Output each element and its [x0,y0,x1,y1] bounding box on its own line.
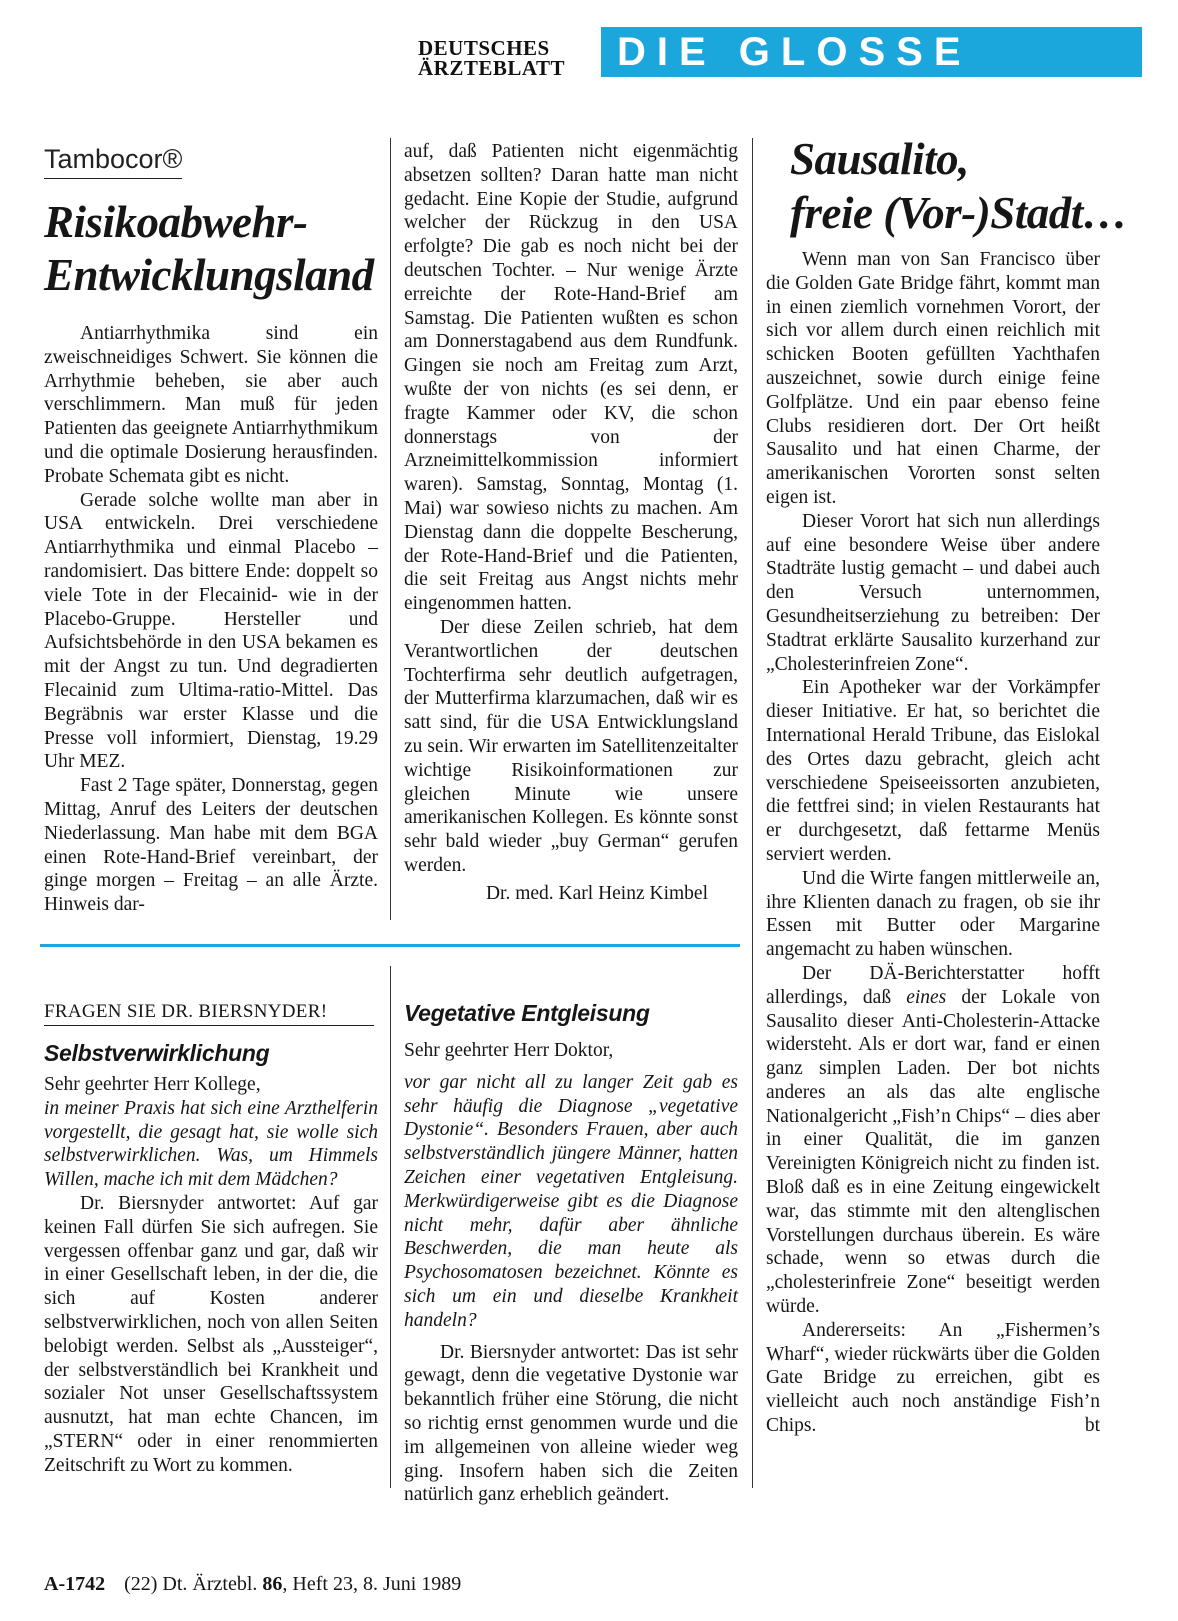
paragraph: auf, daß Patienten nicht eigenmächtig absetzen sollten? Daran hatte man nicht gedacht. Eine Kopie der Studie, aufgrund welcher der Rückzug in den USA erfolgte? Die gab es noch nicht bei der deutschen Tochter. – Nur wenige Ärzte erreichte der Rote-Hand-Brief am Samstag. Die Patienten wußten es schon am Donnerstagabend aus dem Rundfunk. Gingen sie noch am Freitag zum Arzt, wußte der von nichts (es sei denn, er fragte Kammer oder KV, die schon donnerstags von der Arzneimittelkommission informiert waren). Samstag, Sonntag, Montag (1. Mai) war sowieso nichts zu machen. Am Dienstag dann die doppelte Bescherung, der Rote-Hand-Brief und die Patienten, die seit Freitag aus Angst nichts mehr eingenommen hatten. [404,141,738,615]
paragraph: Ein Apotheker war der Vorkämpfer dieser Initiative. Er hat, so berichtet die International Herald Tribune, das Eislokal des Ortes dazu gebracht, gleich acht verschiedene Speiseeissorten anzubieten, die fettfrei sind; in vielen Restaurants hat er durchgesetzt, daß fettarme Menüs serviert werden. [766,677,1100,865]
letter-question: vor gar nicht all zu langer Zeit gab es sehr häufig die Diagnose „vegetative Dystonie“. Besonders Frauen, aber auch selbstverständlich jüngere Männer, hatten Zeichen einer vegetativen Entgleisung. Merkwürdigerweise gibt es die Diagnose nicht mehr, dafür aber ähnliche Beschwerden, die man heute als Psychosomatosen bezeichnet. Könnte es sich um ein und dieselbe Krankheit handeln? [404,1071,738,1331]
article-column-3 [766,248,1100,1438]
article-title-line-2: freie (Vor-)Stadt… [790,188,1128,238]
page-code: A-1742 [44,1573,106,1595]
page-footer [44,1573,461,1596]
citation: (22) Dt. Ärztebl. 86, Heft 23, 8. Juni 1989 [124,1573,462,1595]
article-heading: Vegetative Entgleisung [404,1000,650,1026]
paragraph: Andererseits: An „Fishermen’s Wharf“, wieder rückwärts über die Golden Gate Bridge zu erreichen, gibt es vielleicht auch noch anständige Fish’n Chips. bt [766,1319,1100,1437]
section-banner-label: DIE GLOSSE [617,30,972,74]
article-title-line-1: Risikoabwehr- [44,197,308,247]
deutsches-aerzteblatt-logo [418,38,588,78]
paragraph: Antiarrhythmika sind ein zweischneidiges Schwert. Sie können die Arrhythmie beheben, sie aber auch verschlimmern. Man muß für jeden Patienten das geeignete Antiarrhythmikum und die optimale Dosierung herausfinden. Probate Schemata gibt es nicht. [44,323,378,487]
letter-salutation: Sehr geehrter Herr Doktor, [404,1040,614,1061]
volume-number: 86 [262,1573,283,1595]
article-title [44,196,404,302]
logo-line-2: ÄRZTEBLATT [418,56,565,80]
column-divider-2 [752,138,753,1488]
article-title [790,132,1150,240]
article-heading: Selbstverwirklichung [44,1040,270,1066]
paragraph: Der DÄ-Berichterstatter hofft allerdings, daß eines der Lokale von Sausalito dieser Anti-Cholesterin-Attacke widersteht. Als er dort war, fand er einen ganz simplen Laden. Der bot nichts anderes an als das alte englische Nationalgericht „Fish’n Chips“ – dies aber in einer Qualität, die im ganzen Vereinigten Königreich nicht zu finden ist. Bloß daß es in eine Zeitung eingewickelt war, das stimmte mit den altenglischen Vorstellungen durchaus überein. Es wäre schade, wenn so etwas durch die „cholesterinfreie Zone“ beseitigt werden würde. [766,962,1100,1318]
column-label: FRAGEN SIE DR. BIERSNYDER! [44,1000,374,1026]
article-title-line-2: Entwicklungsland [44,250,374,300]
paragraph: Und die Wirte fangen mittlerweile an, ihre Klienten danach zu fragen, ob sie ihr Essen mit Butter oder Margarine angemacht zu haben wünschen. [766,867,1100,961]
emphasis: eines [906,986,947,1008]
article-biersnyder-2 [404,1000,738,1507]
article-rubric: Tambocor® [44,144,182,179]
section-banner [601,27,1142,77]
letter-answer: Dr. Biersnyder antwortet: Auf gar keinen Fall dürfen Sie sich aufregen. Sie vergessen offenbar ganz und gar, daß wir in einer Gesellschaft leben, in der die, die sich auf Kosten anderer selbstverwirklichen, noch von allen Seiten belobigt werden. Selbst als „Aussteiger“, der selbstverständlich bei Krankheit und sozialer Not unser Gesellschaftssystem ausnutzt, hat man echte Chancen, im „STERN“ oder in einer renommierten Zeitschrift zu Wort zu kommen. [44,1192,378,1476]
letter-salutation: Sehr geehrter Herr Kollege, [44,1074,261,1095]
article-column-2 [404,140,738,906]
logo-line-1: DEUTSCHES [418,36,550,60]
paragraph: Wenn man von San Francisco über die Golden Gate Bridge fährt, kommt man in einen ziemlich vornehmen Vorort, der sich vor allem durch einen reichlich mit schicken Booten gefüllten Yachthafen auszeichnet, sowie durch einige feine Golfplätze. Und ein paar ebenso feine Clubs residieren dort. Der Ort heißt Sausalito und hat einen Charme, der amerikanischen Vororten sonst selten eigen ist. [766,249,1100,508]
author-signature: bt [1084,1415,1100,1437]
column-divider-3 [390,966,391,1488]
article-column-1 [44,322,378,917]
paragraph: Dieser Vorort hat sich nun allerdings auf eine besondere Weise über andere Stadträte lustig gemacht – und dabei auch den Versuch unternommen, Gesundheitserziehung zu betreiben: Der Stadtrat erklärte Sausalito kurzerhand zur „Cholesterinfreien Zone“. [766,510,1100,675]
article-title-line-1: Sausalito, [790,134,969,184]
paragraph: Gerade solche wollte man aber in USA entwickeln. Drei verschiedene Antiarrhythmika und einmal Placebo – randomisiert. Das bittere Ende: doppelt so viele Tote in der Flecainid- wie in der Placebo-Gruppe. Hersteller und Aufsichtsbehörde in den USA bekamen es mit der Angst zu tun. Und degradierten Flecainid zum Ultima-ratio-Mittel. Das Begräbnis war erster Klasse und die Presse voll informiert, Dienstag, 19.29 Uhr MEZ. [44,489,378,773]
article-biersnyder-1 [44,1040,378,1478]
letter-answer: Dr. Biersnyder antwortet: Das ist sehr gewagt, denn die vegetative Dystonie war bekanntlich früher eine Störung, die nicht so richtig ernst genommen wurde und die im allgemeinen von alleine wieder weg ging. Insofern haben sich die Zeiten natürlich ganz erheblich geändert. [404,1341,738,1506]
paragraph: Der diese Zeilen schrieb, hat dem Verantwortlichen der deutschen Tochterfirma sehr deutlich aufgetragen, der Mutterfirma klarzumachen, daß wir es satt sind, für die USA Entwicklungsland zu sein. Wir erwarten im Satellitenzeitalter wichtige Risikoinformationen zur gleichen Minute wie unsere amerikanischen Kollegen. Es könnte sonst sehr bald wieder „buy German“ gerufen werden. [404,616,738,876]
paragraph: Fast 2 Tage später, Donnerstag, gegen Mittag, Anruf des Leiters der deutschen Niederlassung. Man habe mit dem BGA einen Rote-Hand-Brief vereinbart, der ginge morgen – Freitag – an alle Ärzte. Hinweis dar- [44,775,378,916]
letter-question: in meiner Praxis hat sich eine Arzthelferin vorgestellt, die gesagt hat, sie wolle sich selbstverwirklichen. Was, um Himmels Willen, mache ich mit dem Mädchen? [44,1097,378,1191]
author-signature: Dr. med. Karl Heinz Kimbel [485,882,708,904]
section-separator [40,944,740,947]
